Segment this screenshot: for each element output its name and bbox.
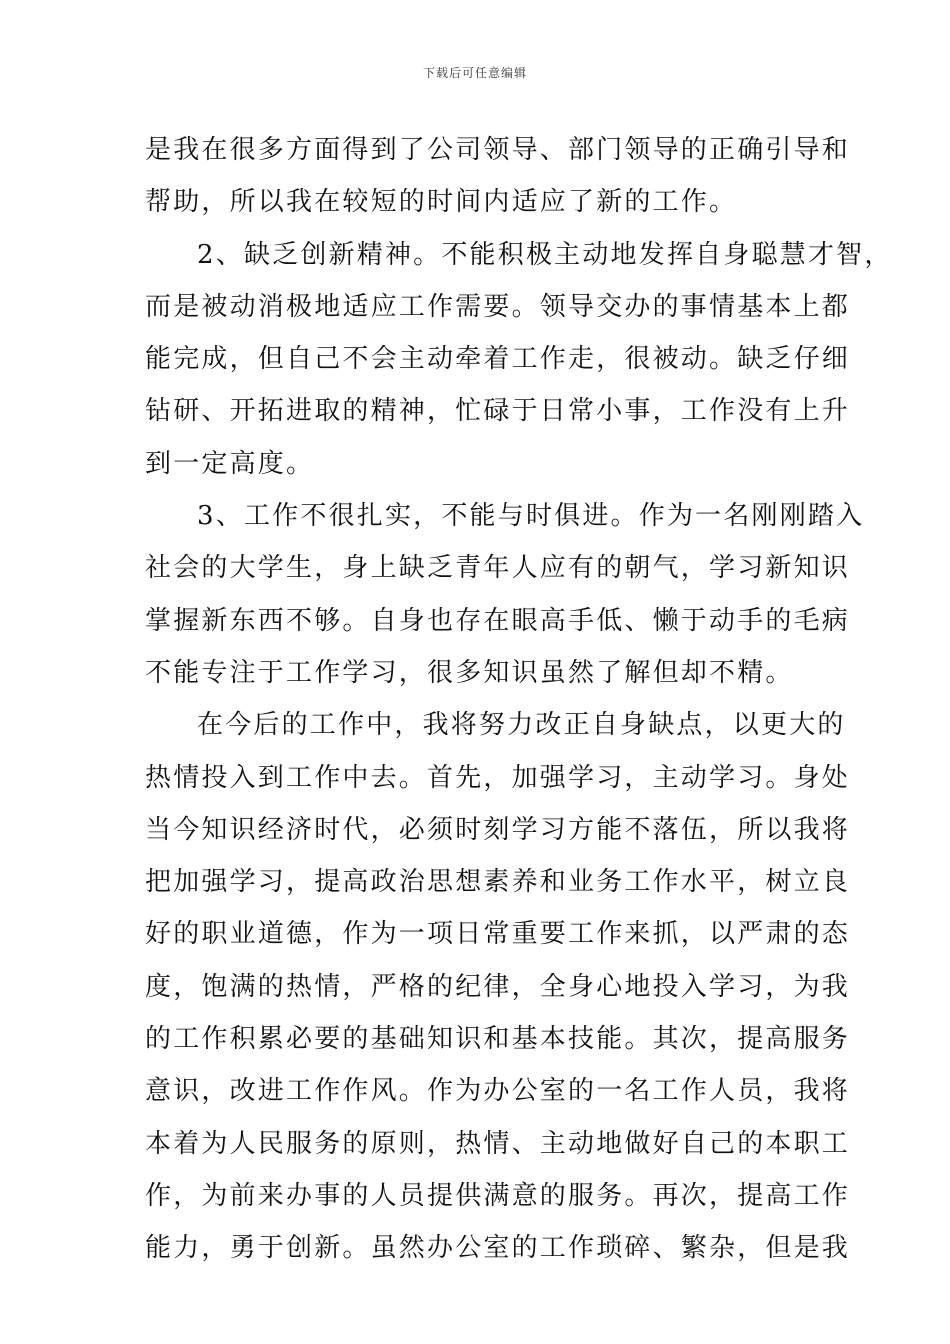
text-line: 不能专注于工作学习，很多知识虽然了解但却不精。	[145, 657, 794, 688]
text-line: 本着为人民服务的原则，热情、主动地做好自己的本职工	[145, 1128, 851, 1159]
text-line: 是我在很多方面得到了公司领导、部门领导的正确引导和	[145, 135, 851, 165]
header-note: 下载后可任意编辑	[422, 66, 527, 80]
text-line: 意识，改进工作作风。作为办公室的一名工作人员，我将	[145, 1076, 851, 1107]
text-line: 而是被动消极地适应工作需要。领导交办的事情基本上都	[145, 291, 851, 322]
text-line: 掌握新东西不够。自身也存在眼高手低、懒于动手的毛病	[145, 605, 851, 636]
paragraph-start-line: 在今后的工作中，我将努力改正自身缺点，以更大的	[197, 710, 846, 741]
text-line: 度，饱满的热情，严格的纪律，全身心地投入学习，为我	[145, 971, 851, 1002]
text-line: 帮助，所以我在较短的时间内适应了新的工作。	[145, 187, 738, 218]
paragraph-start-line: 3、工作不很扎实，不能与时俱进。作为一名刚刚踏入	[197, 501, 865, 532]
text-line: 好的职业道德，作为一项日常重要工作来抓，以严肃的态	[145, 919, 851, 950]
text-line: 把加强学习，提高政治思想素养和业务工作水平，树立良	[145, 867, 851, 898]
text-line: 当今知识经济时代，必须时刻学习方能不落伍，所以我将	[145, 814, 851, 845]
text-line: 钻研、开拓进取的精神，忙碌于日常小事，工作没有上升	[145, 396, 851, 427]
paragraph-start-line: 2、缺乏创新精神。不能积极主动地发挥自身聪慧才智，	[197, 239, 893, 270]
text-line: 能力，勇于创新。虽然办公室的工作琐碎、繁杂，但是我	[145, 1233, 851, 1264]
document-body	[145, 124, 893, 1275]
text-line: 能完成，但自己不会主动牵着工作走，很被动。缺乏仔细	[145, 344, 851, 375]
text-line: 的工作积累必要的基础知识和基本技能。其次，提高服务	[145, 1024, 851, 1055]
text-line: 热情投入到工作中去。首先，加强学习，主动学习。身处	[145, 762, 851, 793]
text-line: 到一定高度。	[145, 448, 315, 479]
text-line: 社会的大学生，身上缺乏青年人应有的朝气，学习新知识	[145, 553, 851, 584]
text-line: 作，为前来办事的人员提供满意的服务。再次，提高工作	[145, 1180, 851, 1211]
